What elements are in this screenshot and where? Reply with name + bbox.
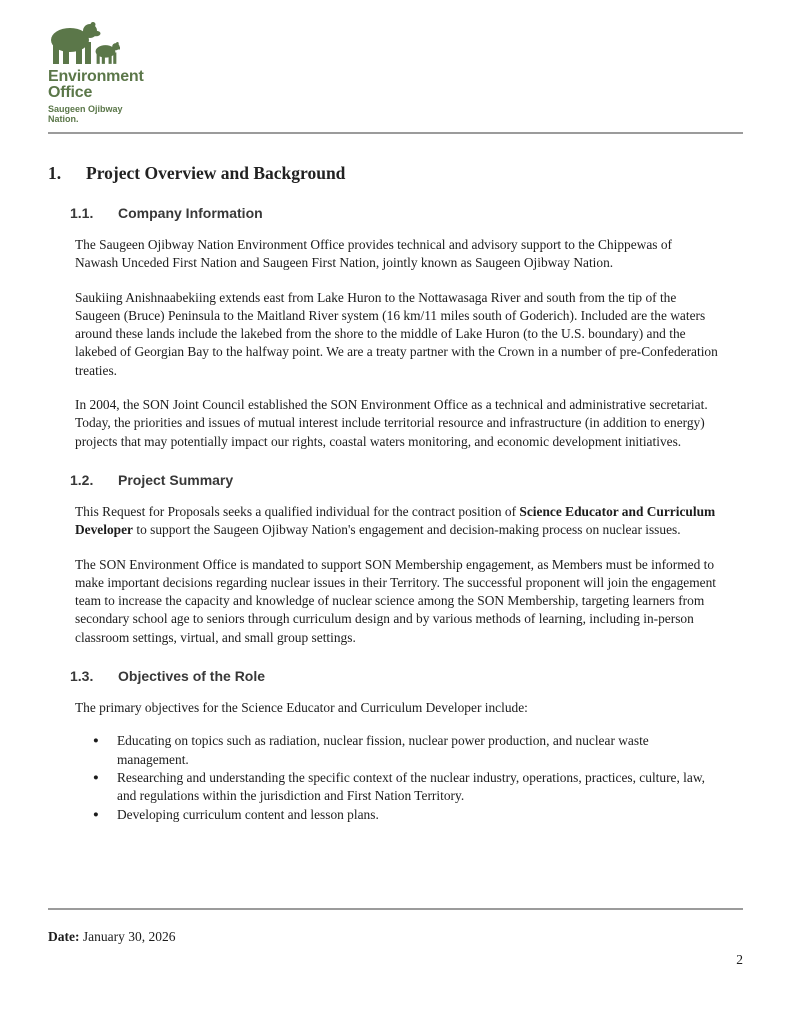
subsection-title: Company Information	[118, 205, 263, 221]
paragraph: The SON Environment Office is mandated to support SON Membership engagement, as Members must be informed to make important decisions regarding nuclear issues in their Territory. The successful proponent will join the engagement team to increase the capacity and knowledge of nuclear science among the SON Membership, targeting learners from secondary school age to seniors through curriculum design and by various methods of learning, including in-person classroom settings, virtual, and small group settings.	[75, 556, 717, 645]
list-item: ● Researching and understanding the specific context of the nuclear industry, operations, practices, culture, law, and regulations within the jurisdiction and First Nation Territory.	[93, 769, 718, 806]
subsection-heading-objectives	[70, 667, 743, 685]
list-item: ● Developing curriculum content and lesson plans.	[93, 806, 718, 824]
logo-title-line2: Office	[48, 84, 93, 101]
logo	[48, 20, 743, 124]
paragraph-text: This Request for Proposals seeks a qualified individual for the contract position of	[75, 503, 520, 519]
paragraph: In 2004, the SON Joint Council established the SON Environment Office as a technical and administrative secretariat. Today, the priorities and issues of mutual interest include territorial resource and infrastructure (in addition to energy) projects that may potentially impact our rights, coastal waters monitoring, and economic development initiatives.	[75, 397, 708, 449]
top-divider	[48, 132, 743, 134]
subsection-title: Project Summary	[118, 471, 234, 488]
list-item: ● Educating on topics such as radiation, nuclear fission, nuclear power production, and nuclear waste management.	[93, 732, 718, 769]
objectives-list	[93, 732, 718, 823]
paragraph-text: to support the Saugeen Ojibway Nation's engagement and decision-making process on nuclear issues.	[133, 522, 681, 538]
bears-icon	[48, 20, 120, 66]
paragraph: The primary objectives for the Science Educator and Curriculum Developer include:	[75, 700, 528, 716]
role-title-bold: Science Educator and Curriculum Developer	[75, 503, 716, 538]
date-line	[48, 929, 175, 945]
subsection-number: 1.2.	[70, 471, 94, 488]
logo-subtitle-line1: Saugeen Ojibway	[48, 104, 123, 114]
logo-title-line1: Environment	[48, 68, 144, 85]
page-number: 2	[736, 952, 743, 967]
logo-subtitle-line2: Nation.	[48, 113, 79, 124]
logo-title	[48, 69, 743, 101]
subsection-number: 1.1.	[70, 205, 94, 221]
subsection-heading-project-summary	[70, 471, 743, 489]
paragraph	[75, 503, 718, 540]
section-heading	[48, 162, 743, 184]
paragraph: Saukiing Anishnaabekiing extends east from Lake Huron to the Nottawasaga River and south from the tip of the Saugeen (Bruce) Peninsula to the Maitland River system (16 km/11 miles south of Goderich). Included are the waters around these lands include the lakebed from the shore to the middle of Lake Huron (to the U.S. boundary) and the lakebed of Georgian Bay to the halfway point. We are a treaty partner with the Crown in a number of pre-Confederation treaties.	[75, 289, 718, 378]
section-title: Project Overview and Background	[86, 163, 346, 183]
section-number: 1.	[48, 163, 62, 183]
subsection-heading-company-info	[70, 204, 743, 222]
subsection-number: 1.3.	[70, 668, 94, 685]
date-value: January 30, 2026	[79, 929, 176, 944]
logo-subtitle	[48, 105, 743, 124]
subsection-title: Objectives of the Role	[118, 668, 266, 685]
date-label: Date:	[48, 929, 80, 944]
paragraph: The Saugeen Ojibway Nation Environment Office provides technical and advisory support to the Chippewas of Nawash Unceded First Nation and Saugeen First Nation, jointly known as Saugeen Ojibway Nation.	[75, 237, 672, 271]
footer-divider	[48, 908, 743, 910]
